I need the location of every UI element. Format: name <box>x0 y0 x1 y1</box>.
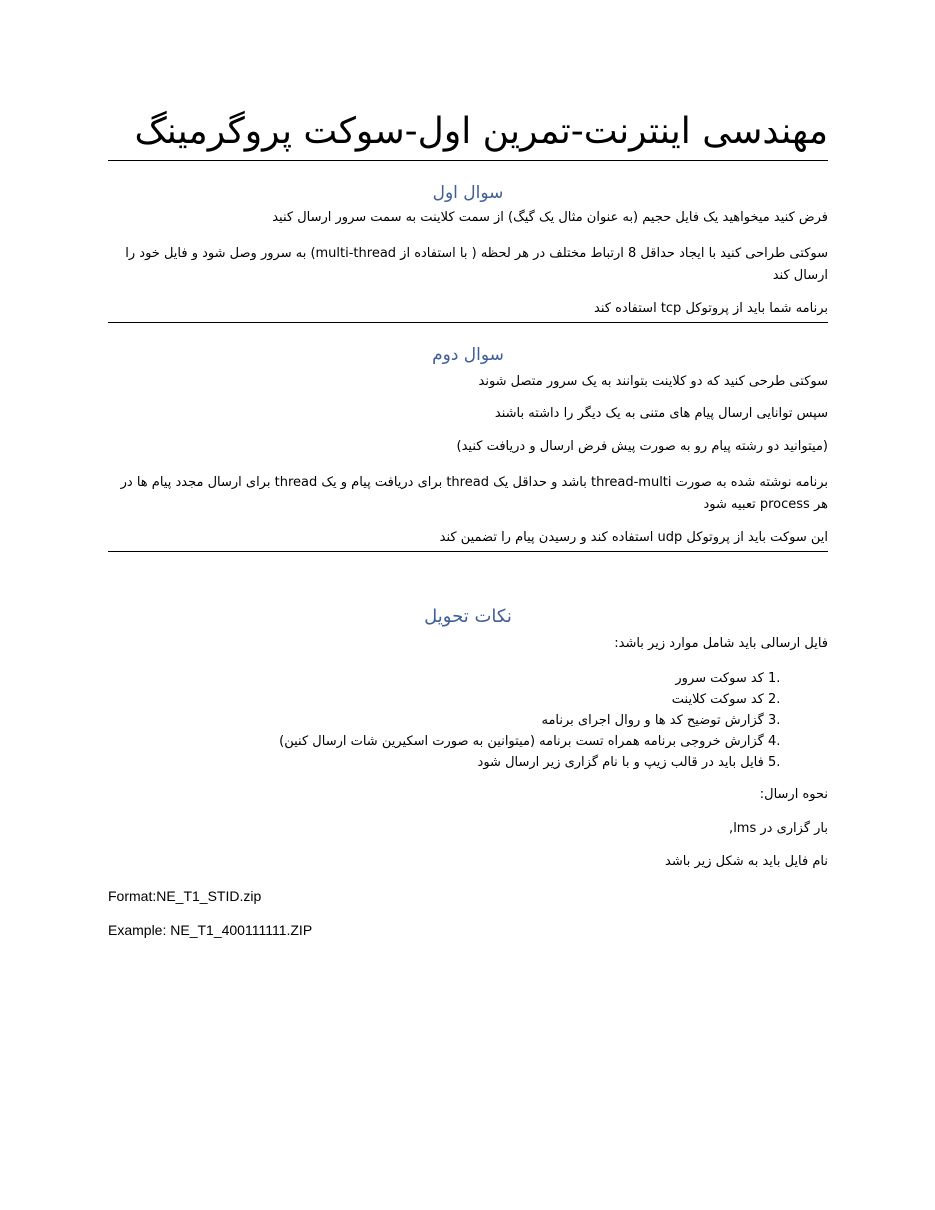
q2-paragraph-5: این سوکت باید از پروتوکل udp استفاده کند و رسیدن پیام را تضمین کند <box>439 530 828 545</box>
filename-note: نام فایل باید به شکل زیر باشد <box>665 854 828 869</box>
list-item-text: کد سوکت کلاینت <box>671 692 764 707</box>
delivery-intro: فایل ارسالی باید شامل موارد زیر باشد: <box>614 636 828 651</box>
q2-heading: سوال دوم <box>432 345 504 365</box>
delivery-heading: نکات تحویل <box>424 606 512 627</box>
q1-paragraph-1: فرض کنید میخواهید یک فایل حجیم (به عنوان مثال یک گیگ) از سمت کلاینت به سمت سرور ارسال کنید <box>272 210 828 225</box>
list-item <box>108 668 828 689</box>
title-divider <box>108 160 828 161</box>
document-page <box>108 0 828 1210</box>
list-item-number: 5. <box>768 755 781 770</box>
q1-divider <box>108 322 828 323</box>
q2-paragraph-2: سپس توانایی ارسال پیام های متنی به یک دیگر را داشته باشند <box>494 406 828 421</box>
q2-paragraph-1: سوکتی طرحی کنید که دو کلاینت بتوانند به یک سرور متصل شوند <box>478 374 828 389</box>
list-item <box>108 752 828 773</box>
filename-example: Example: NE_T1_400111111.ZIP <box>108 922 313 938</box>
list-item-number: 3. <box>768 713 781 728</box>
list-item-number: 4. <box>768 734 781 749</box>
send-method-label: نحوه ارسال: <box>759 787 828 802</box>
list-item <box>108 710 828 731</box>
filename-format: Format:NE_T1_STID.zip <box>108 888 262 904</box>
q1-heading: سوال اول <box>432 183 504 203</box>
list-item-text: گزارش خروجی برنامه همراه تست برنامه (میتوانین به صورت اسکیرین شات ارسال کنین) <box>279 734 764 749</box>
page-title: مهندسی اینترنت-تمرین اول-سوکت پروگرمینگ <box>134 111 828 152</box>
q2-paragraph-3: (میتوانید دو رشته پیام رو به صورت پیش فرض ارسال و دریافت کنید) <box>456 439 828 454</box>
list-item-number: 2. <box>768 692 781 707</box>
list-item-number: 1. <box>768 671 781 686</box>
upload-note: بار گزاری در lms, <box>729 821 828 836</box>
list-item <box>108 689 828 710</box>
q1-paragraph-3: برنامه شما باید از پروتوکل tcp استفاده کند <box>594 301 828 316</box>
list-item-text: کد سوکت سرور <box>675 671 764 686</box>
q1-paragraph-2: سوکتی طراحی کنید با ایجاد حداقل 8 ارتباط مختلف در هر لحظه ( با استفاده از multi-thread) به سرور وصل شود و فایل خود را ارسال کند <box>125 246 828 283</box>
q2-paragraph-4: برنامه نوشته شده به صورت thread-multi باشد و حداقل یک thread برای دریافت پیام و یک thread برای ارسال مجدد پیام ها در هر process تعبیه شود <box>120 475 828 512</box>
list-item-text: فایل باید در قالب زیپ و با نام گزاری زیر ارسال شود <box>477 755 764 770</box>
q2-divider <box>108 551 828 552</box>
list-item-text: گزارش توضیح کد ها و روال اجرای برنامه <box>541 713 764 728</box>
list-item <box>108 731 828 752</box>
delivery-items-list <box>108 668 828 773</box>
